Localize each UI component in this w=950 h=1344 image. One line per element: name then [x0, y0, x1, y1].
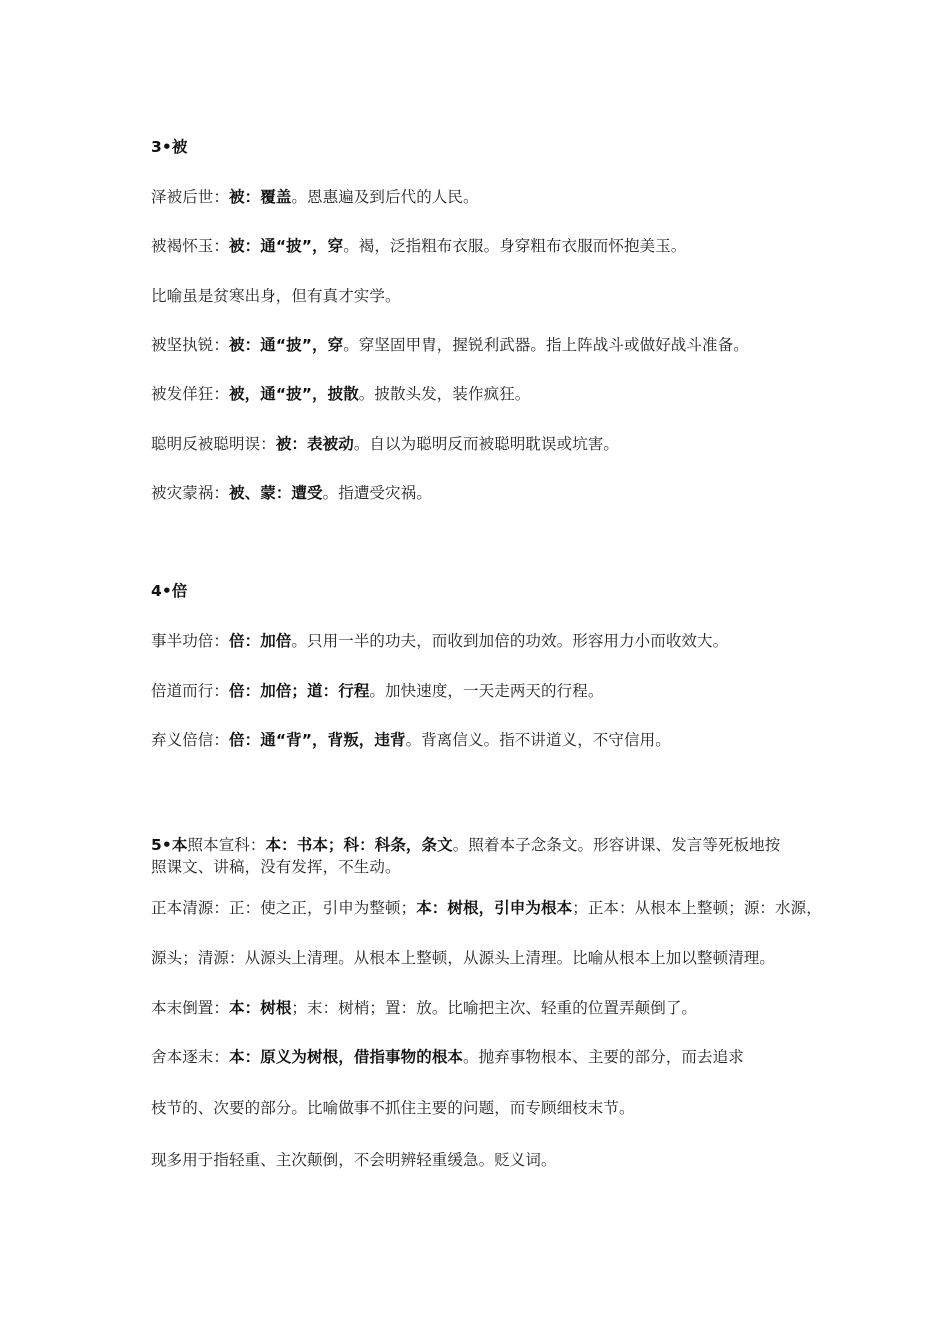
entry-line [151, 1149, 557, 1171]
text-run: 舍本逐末： [151, 1048, 230, 1066]
bold-gloss: 本：树根 [229, 999, 292, 1017]
entry-line [151, 856, 401, 878]
bold-gloss: 本：原义为树根，借指事物的根本 [229, 1048, 464, 1066]
text-run: 本末倒置： [151, 999, 230, 1017]
text-run: 。披散头发，装作疯狂。 [358, 385, 531, 403]
entry-line [151, 680, 603, 702]
entry-line [151, 285, 401, 307]
text-run: 。穿坚固甲胄，握锐利武器。指上阵战斗或做好战斗准备。 [343, 336, 749, 354]
text-run: 。照着本子念条文。形容讲课、发言等死板地按 [452, 836, 781, 854]
text-run: 照课文、讲稿，没有发挥，不生动。 [151, 858, 401, 876]
text-run: 比喻虽是贫寒出身，但有真才实学。 [151, 287, 401, 305]
text-run: 倍道而行： [151, 682, 230, 700]
bold-gloss: 倍：加倍；道：行程 [229, 682, 370, 700]
entry-line [151, 433, 619, 455]
entry-line [151, 997, 697, 1019]
text-run: 照本宣科： [187, 836, 266, 854]
section-heading-bei4: 4•倍 [151, 582, 188, 600]
bold-gloss: 被，通“披”，披散 [229, 385, 359, 403]
text-run: 。加快速度，一天走两天的行程。 [369, 682, 604, 700]
text-run: 聪明反被聪明误： [151, 435, 276, 453]
entry-line [151, 235, 686, 257]
text-run: 正本清源：正：使之正，引申为整顿； [151, 899, 417, 917]
bold-gloss: 倍：通“背”，背叛，违背 [229, 731, 406, 749]
text-run: 泽被后世： [151, 188, 230, 206]
text-run: 。恩惠遍及到后代的人民。 [291, 188, 479, 206]
entry-line [151, 334, 749, 356]
text-run: 被灾蒙祸： [151, 484, 230, 502]
text-run: 被褐怀玉： [151, 237, 230, 255]
text-run: 。指遭受灾祸。 [322, 484, 432, 502]
bold-gloss: 被：通“披”，穿 [229, 237, 344, 255]
text-run: 现多用于指轻重、主次颠倒，不会明辨轻重缓急。贬义词。 [151, 1151, 557, 1169]
text-run: 。自以为聪明反而被聪明耽误或坑害。 [353, 435, 620, 453]
section-heading-bei: 3•被 [151, 138, 188, 156]
text-run: 弃义倍信： [151, 731, 230, 749]
bold-gloss: 被、蒙：遭受 [229, 484, 323, 502]
bold-gloss: 被：通“披”，穿 [229, 336, 344, 354]
text-run: ；正本：从根本上整顿；源：水源， [572, 899, 822, 917]
text-run: 。只用一半的功夫，而收到加倍的功效。形容用力小而收效大。 [291, 632, 729, 650]
bold-gloss: 倍：加倍 [229, 632, 292, 650]
bold-gloss: 5•本 [151, 836, 188, 854]
text-run: 被发佯狂： [151, 385, 230, 403]
bold-gloss: 本：书本；科：科条，条文 [265, 836, 453, 854]
text-run: 源头；清源：从源头上清理。从根本上整顿，从源头上清理。比喻从根本上加以整顿清理。 [151, 949, 776, 967]
text-run: 。褐，泛指粗布衣服。身穿粗布衣服而怀抱美玉。 [343, 237, 687, 255]
text-run: 。背离信义。指不讲道义，不守信用。 [405, 731, 671, 749]
bold-gloss: 被：覆盖 [229, 188, 292, 206]
bold-gloss: 被：表被动 [275, 435, 354, 453]
entry-line [151, 729, 671, 751]
entry-line [151, 947, 775, 969]
entry-line [151, 1097, 635, 1119]
text-run: 。抛弃事物根本、主要的部分，而去追求 [463, 1048, 744, 1066]
entry-line [151, 186, 479, 208]
bold-gloss: 本：树根，引申为根本 [416, 899, 573, 917]
entry-line [151, 482, 432, 504]
entry-line [151, 897, 822, 919]
entry-line [151, 834, 780, 856]
entry-line [151, 383, 530, 405]
text-run: ；末：树梢；置：放。比喻把主次、轻重的位置弄颠倒了。 [291, 999, 698, 1017]
entry-line [151, 1046, 744, 1068]
text-run: 被坚执锐： [151, 336, 230, 354]
entry-line [151, 630, 728, 652]
text-run: 枝节的、次要的部分。比喻做事不抓住主要的问题，而专顾细枝末节。 [151, 1099, 635, 1117]
text-run: 事半功倍： [151, 632, 230, 650]
